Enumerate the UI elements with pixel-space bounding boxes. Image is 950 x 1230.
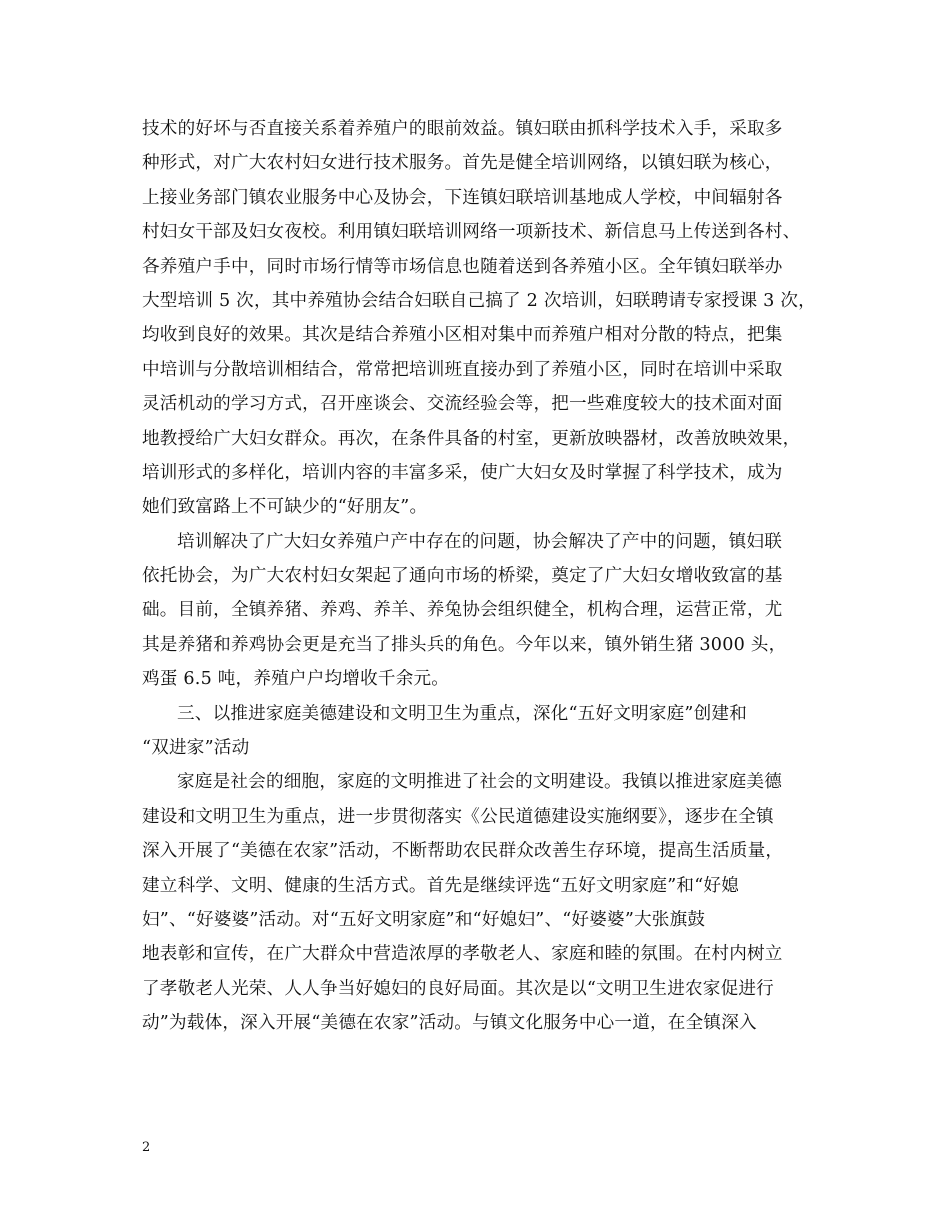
- text-line: 均收到良好的效果。其次是结合养殖小区相对集中而养殖户相对分散的特点，把集: [142, 325, 783, 346]
- text-line: 了孝敬老人光荣、人人争当好媳妇的良好局面。其次是以“文明卫生进农家促进行: [142, 978, 774, 999]
- text-line: 其是养猪和养鸡协会更是充当了排头兵的角色。今年以来，镇外销生猪 3000 头，: [142, 634, 787, 655]
- text-line: 动”为载体，深入开展“美德在农家”活动。与镇文化服务中心一道，在全镇深入: [142, 1013, 757, 1034]
- text-line: 灵活机动的学习方式，召开座谈会、交流经验会等，把一些难度较大的技术面对面: [142, 394, 783, 415]
- text-line: 深入开展了“美德在农家”活动，不断帮助农民群众改善生存环境，提高生活质量，: [142, 841, 784, 862]
- text-line: 村妇女干部及妇女夜校。利用镇妇联培训网络一项新技术、新信息马上传送到各村、: [142, 222, 801, 243]
- text-line: 上接业务部门镇农业服务中心及协会，下连镇妇联培训基地成人学校，中间辐射各: [142, 187, 783, 208]
- text-line: 中培训与分散培训相结合，常常把培训班直接办到了养殖小区，同时在培训中采取: [142, 359, 783, 380]
- text-line: 建设和文明卫生为重点，进一步贯彻落实《公民道德建设实施纲要》，逐步在全镇: [142, 806, 774, 827]
- text-line: “双进家”活动: [142, 738, 250, 759]
- text-line: 她们致富路上不可缺少的“好朋友”。: [142, 497, 428, 518]
- text-line: 三、以推进家庭美德建设和文明卫生为重点，深化“五好文明家庭”创建和: [177, 703, 747, 724]
- text-line: 种形式，对广大农村妇女进行技术服务。首先是健全培训网络，以镇妇联为核心，: [142, 153, 783, 174]
- text-line: 地教授给广大妇女群众。再次，在条件具备的村室，更新放映器材，改善放映效果，: [142, 428, 801, 449]
- text-line: 依托协会，为广大农村妇女架起了通向市场的桥梁，奠定了广大妇女增收致富的基: [142, 566, 783, 587]
- paragraph-p1: [142, 112, 816, 525]
- text-line: 家庭是社会的细胞，家庭的文明推进了社会的文明建设。我镇以推进家庭美德: [177, 772, 782, 793]
- text-line: 各养殖户手中，同时市场行情等市场信息也随着送到各养殖小区。全年镇妇联举办: [142, 256, 783, 277]
- text-line: 大型培训 5 次，其中养殖协会结合妇联自己搞了 2 次培训，妇联聘请专家授课 3 次，: [142, 290, 816, 311]
- paragraph-p3: [142, 697, 812, 766]
- text-line: 地表彰和宣传，在广大群众中营造浓厚的孝敬老人、家庭和睦的氛围。在村内树立: [142, 944, 783, 965]
- text-line: 鸡蛋 6.5 吨，养殖户户均增收千余元。: [142, 669, 450, 690]
- paragraph-p4: [142, 765, 812, 1040]
- text-line: 妇”、“好婆婆”活动。对“五好文明家庭”和“好媳妇”、“好婆婆”大张旗鼓: [142, 909, 706, 930]
- text-line: 培训形式的多样化，培训内容的丰富多采，使广大妇女及时掌握了科学技术，成为: [142, 462, 783, 483]
- text-line: 培训解决了广大妇女养殖户产中存在的问题，协会解决了产中的问题，镇妇联: [177, 531, 782, 552]
- paragraph-p2: [142, 525, 812, 697]
- text-line: 技术的好坏与否直接关系着养殖户的眼前效益。镇妇联由抓科学技术入手，采取多: [142, 119, 783, 139]
- page-number: 2: [142, 1140, 151, 1155]
- document-body: [142, 112, 816, 1041]
- text-line: 础。目前，全镇养猪、养鸡、养羊、养兔协会组织健全，机构合理，运营正常，尤: [142, 600, 783, 621]
- text-line: 建立科学、文明、健康的生活方式。首先是继续评选“五好文明家庭”和“好媳: [142, 875, 739, 896]
